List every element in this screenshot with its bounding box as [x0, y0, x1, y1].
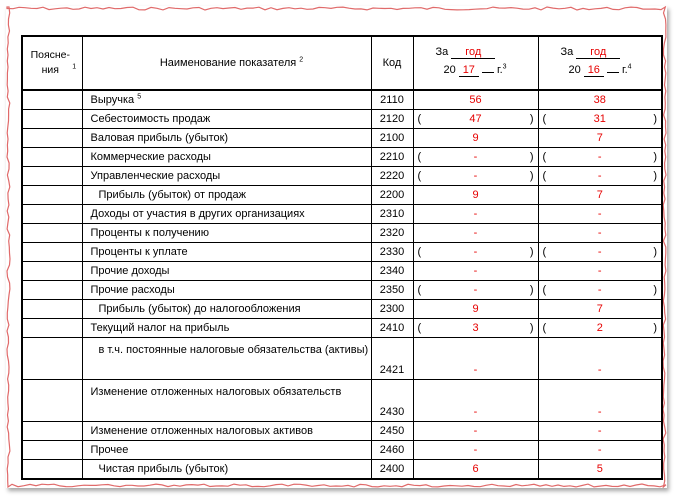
period1-word: год — [451, 46, 495, 59]
row-value-current-cell — [413, 441, 538, 460]
row-name-cell — [82, 281, 371, 300]
row-name-cell — [82, 129, 371, 148]
row-value-current: - — [473, 425, 478, 437]
row-value-previous: 5 — [596, 463, 603, 475]
period2-suffix: г. — [621, 64, 628, 76]
close-paren: ) — [529, 322, 534, 334]
row-value-current-cell — [413, 380, 538, 422]
row-name-cell — [82, 460, 371, 480]
period1-year: 17 — [459, 64, 479, 77]
row-value-current-cell — [413, 90, 538, 110]
table-row — [22, 281, 662, 300]
row-value-previous-cell — [538, 129, 662, 148]
row-value-current: - — [473, 208, 478, 220]
row-value-current: 9 — [472, 303, 479, 315]
row-name: Текущий налог на прибыль — [90, 322, 230, 334]
row-name-cell — [82, 338, 371, 380]
table-header-row — [22, 36, 662, 90]
row-value-previous: - — [597, 364, 602, 376]
open-paren: ( — [542, 284, 547, 296]
table-row — [22, 205, 662, 224]
row-value-previous-cell — [538, 110, 662, 129]
row-code-cell — [371, 380, 413, 422]
period2-sup: 4 — [627, 63, 632, 71]
row-name-sup: 5 — [137, 93, 142, 101]
row-value-previous: 31 — [593, 113, 606, 125]
table-row — [22, 460, 662, 480]
row-name-cell — [82, 441, 371, 460]
financial-results-table — [21, 35, 663, 480]
row-value-previous-cell — [538, 90, 662, 110]
row-value-current-cell — [413, 167, 538, 186]
row-name-cell — [82, 148, 371, 167]
row-value-previous-cell — [538, 167, 662, 186]
row-value-current: - — [473, 406, 478, 418]
row-name: в т.ч. постоянные налоговые обязательства (активы) — [98, 344, 369, 356]
row-name-cell — [82, 186, 371, 205]
row-code: 2220 — [379, 170, 405, 182]
table-row — [22, 129, 662, 148]
row-code-cell — [371, 205, 413, 224]
row-name-cell — [82, 319, 371, 338]
header-notes-label: Поясне-ния — [30, 49, 71, 76]
row-value-previous: - — [597, 265, 602, 277]
row-value-current-cell — [413, 460, 538, 480]
open-paren: ( — [542, 113, 547, 125]
row-name-cell — [82, 262, 371, 281]
row-notes-cell — [22, 338, 82, 380]
row-name: Доходы от участия в других организациях — [90, 208, 305, 220]
row-name: Чистая прибыль (убыток) — [98, 463, 229, 475]
period1-sup: 3 — [502, 63, 507, 71]
row-notes-cell — [22, 205, 82, 224]
row-value-previous-cell — [538, 300, 662, 319]
row-name-cell — [82, 110, 371, 129]
row-code-cell — [371, 460, 413, 480]
table-row — [22, 90, 662, 110]
row-notes-cell — [22, 129, 82, 148]
row-name-cell — [82, 380, 371, 422]
row-notes-cell — [22, 319, 82, 338]
row-code-cell — [371, 262, 413, 281]
open-paren: ( — [417, 284, 422, 296]
row-name-cell — [82, 205, 371, 224]
row-name: Изменение отложенных налоговых активов — [90, 425, 313, 437]
row-value-previous-cell — [538, 338, 662, 380]
table-row — [22, 243, 662, 262]
open-paren: ( — [417, 170, 422, 182]
row-value-current-cell — [413, 224, 538, 243]
header-code-label: Код — [382, 57, 402, 69]
open-paren: ( — [542, 170, 547, 182]
row-value-current-cell — [413, 205, 538, 224]
row-value-previous-cell — [538, 422, 662, 441]
row-value-current-cell — [413, 319, 538, 338]
row-notes-cell — [22, 281, 82, 300]
row-notes-cell — [22, 441, 82, 460]
row-code: 2410 — [379, 322, 405, 334]
row-name: Коммерческие расходы — [90, 151, 211, 163]
row-code-cell — [371, 338, 413, 380]
row-code: 2300 — [379, 303, 405, 315]
close-paren: ) — [653, 284, 657, 296]
row-value-current: - — [473, 151, 478, 163]
period1-prefix: 20 — [443, 64, 456, 76]
row-code-cell — [371, 110, 413, 129]
close-paren: ) — [653, 322, 657, 334]
row-code: 2400 — [379, 463, 405, 475]
row-notes-cell — [22, 224, 82, 243]
row-code: 2330 — [379, 246, 405, 258]
row-value-previous: 38 — [593, 94, 606, 106]
row-code: 2210 — [379, 151, 405, 163]
row-notes-cell — [22, 148, 82, 167]
row-name-cell — [82, 90, 371, 110]
row-value-previous: - — [597, 284, 602, 296]
row-name: Управленческие расходы — [90, 170, 221, 182]
row-value-previous: - — [597, 151, 602, 163]
table-row — [22, 167, 662, 186]
table-row — [22, 148, 662, 167]
row-notes-cell — [22, 422, 82, 441]
row-name: Выручка — [90, 94, 135, 106]
row-code: 2100 — [379, 132, 405, 144]
row-value-previous: 7 — [596, 189, 603, 201]
header-notes-sup: 1 — [72, 63, 77, 71]
row-value-current-cell — [413, 129, 538, 148]
row-code-cell — [371, 186, 413, 205]
row-value-current-cell — [413, 243, 538, 262]
row-value-previous-cell — [538, 441, 662, 460]
row-value-previous-cell — [538, 148, 662, 167]
row-name: Прибыль (убыток) от продаж — [98, 189, 246, 201]
close-paren: ) — [529, 170, 534, 182]
row-value-current: 9 — [472, 132, 479, 144]
row-code: 2340 — [379, 265, 405, 277]
row-value-previous-cell — [538, 243, 662, 262]
row-name: Прочее — [90, 444, 129, 456]
row-name: Себестоимость продаж — [90, 113, 211, 125]
table-row — [22, 319, 662, 338]
period1-suffix: г. — [496, 64, 503, 76]
row-notes-cell — [22, 110, 82, 129]
row-notes-cell — [22, 380, 82, 422]
row-value-current-cell — [413, 422, 538, 441]
row-value-current: 56 — [469, 94, 482, 106]
row-notes-cell — [22, 262, 82, 281]
table-row — [22, 300, 662, 319]
row-value-previous-cell — [538, 262, 662, 281]
row-code: 2320 — [379, 227, 405, 239]
row-value-current-cell — [413, 110, 538, 129]
row-value-previous-cell — [538, 186, 662, 205]
row-notes-cell — [22, 167, 82, 186]
row-name: Изменение отложенных налоговых обязательств — [90, 386, 342, 398]
open-paren: ( — [417, 322, 422, 334]
header-code-cell — [371, 36, 413, 90]
row-name-cell — [82, 422, 371, 441]
row-notes-cell — [22, 90, 82, 110]
row-code: 2200 — [379, 189, 405, 201]
open-paren: ( — [542, 322, 547, 334]
row-value-current-cell — [413, 338, 538, 380]
header-period2-cell — [538, 36, 662, 90]
row-name-cell — [82, 224, 371, 243]
close-paren: ) — [529, 113, 534, 125]
row-value-previous-cell — [538, 224, 662, 243]
close-paren: ) — [653, 170, 657, 182]
period1-za: За — [435, 46, 449, 58]
row-code-cell — [371, 243, 413, 262]
row-value-current: - — [473, 265, 478, 277]
header-name-sup: 2 — [299, 56, 304, 64]
open-paren: ( — [417, 246, 422, 258]
close-paren: ) — [653, 113, 657, 125]
table-row — [22, 422, 662, 441]
open-paren: ( — [417, 151, 422, 163]
open-paren: ( — [417, 113, 422, 125]
row-value-previous: 2 — [596, 322, 603, 334]
close-paren: ) — [529, 284, 534, 296]
row-code-cell — [371, 300, 413, 319]
row-code: 2120 — [379, 113, 405, 125]
row-code: 2421 — [379, 364, 405, 376]
row-value-previous: - — [597, 227, 602, 239]
row-value-previous: - — [597, 246, 602, 258]
close-paren: ) — [529, 151, 534, 163]
table-row — [22, 186, 662, 205]
row-name: Прибыль (убыток) до налогообложения — [98, 303, 301, 315]
table-row — [22, 110, 662, 129]
table-row — [22, 380, 662, 422]
row-value-current-cell — [413, 281, 538, 300]
row-value-previous-cell — [538, 460, 662, 480]
row-code-cell — [371, 224, 413, 243]
row-value-current: 6 — [472, 463, 479, 475]
open-paren: ( — [542, 246, 547, 258]
period2-prefix: 20 — [568, 64, 581, 76]
header-name-cell — [82, 36, 371, 90]
row-value-previous: 7 — [596, 303, 603, 315]
row-value-previous-cell — [538, 319, 662, 338]
close-paren: ) — [653, 151, 657, 163]
row-notes-cell — [22, 186, 82, 205]
row-code-cell — [371, 319, 413, 338]
row-value-previous: - — [597, 425, 602, 437]
row-code-cell — [371, 129, 413, 148]
row-name: Проценты к получению — [90, 227, 209, 239]
header-notes-cell — [22, 36, 82, 90]
row-code: 2430 — [379, 406, 405, 418]
row-value-current: - — [473, 246, 478, 258]
row-code-cell — [371, 167, 413, 186]
row-value-previous: 7 — [596, 132, 603, 144]
row-value-current-cell — [413, 186, 538, 205]
row-value-previous: - — [597, 406, 602, 418]
table-row — [22, 441, 662, 460]
close-paren: ) — [653, 246, 657, 258]
row-value-current: 47 — [469, 113, 482, 125]
row-value-current: - — [473, 444, 478, 456]
row-value-previous-cell — [538, 380, 662, 422]
row-name: Прочие расходы — [90, 284, 175, 296]
row-value-previous: - — [597, 170, 602, 182]
row-notes-cell — [22, 243, 82, 262]
row-value-current-cell — [413, 300, 538, 319]
row-value-current: - — [473, 284, 478, 296]
row-name: Проценты к уплате — [90, 246, 188, 258]
row-notes-cell — [22, 460, 82, 480]
row-code: 2450 — [379, 425, 405, 437]
row-value-current-cell — [413, 262, 538, 281]
row-code-cell — [371, 90, 413, 110]
row-value-previous-cell — [538, 281, 662, 300]
row-code-cell — [371, 422, 413, 441]
row-value-previous: - — [597, 444, 602, 456]
row-name-cell — [82, 300, 371, 319]
row-code-cell — [371, 441, 413, 460]
period2-word: год — [576, 46, 620, 59]
row-name: Прочие доходы — [90, 265, 170, 277]
row-value-current: 3 — [472, 322, 479, 334]
row-code-cell — [371, 281, 413, 300]
row-code: 2310 — [379, 208, 405, 220]
row-name: Валовая прибыль (убыток) — [90, 132, 229, 144]
header-period1-cell — [413, 36, 538, 90]
row-code: 2110 — [380, 94, 404, 106]
row-value-current-cell — [413, 148, 538, 167]
row-name-cell — [82, 167, 371, 186]
period2-year: 16 — [584, 64, 604, 77]
row-value-current: - — [473, 364, 478, 376]
row-notes-cell — [22, 300, 82, 319]
row-value-current: - — [473, 170, 478, 182]
row-value-previous: - — [597, 208, 602, 220]
close-paren: ) — [529, 246, 534, 258]
row-code: 2350 — [379, 284, 405, 296]
table-row — [22, 338, 662, 380]
row-code-cell — [371, 148, 413, 167]
header-name-label: Наименование показателя — [159, 57, 297, 69]
row-code: 2460 — [379, 444, 405, 456]
table-row — [22, 262, 662, 281]
row-value-previous-cell — [538, 205, 662, 224]
period2-za: За — [560, 46, 574, 58]
row-value-current: - — [473, 227, 478, 239]
row-value-current: 9 — [472, 189, 479, 201]
row-name-cell — [82, 243, 371, 262]
table-row — [22, 224, 662, 243]
open-paren: ( — [542, 151, 547, 163]
